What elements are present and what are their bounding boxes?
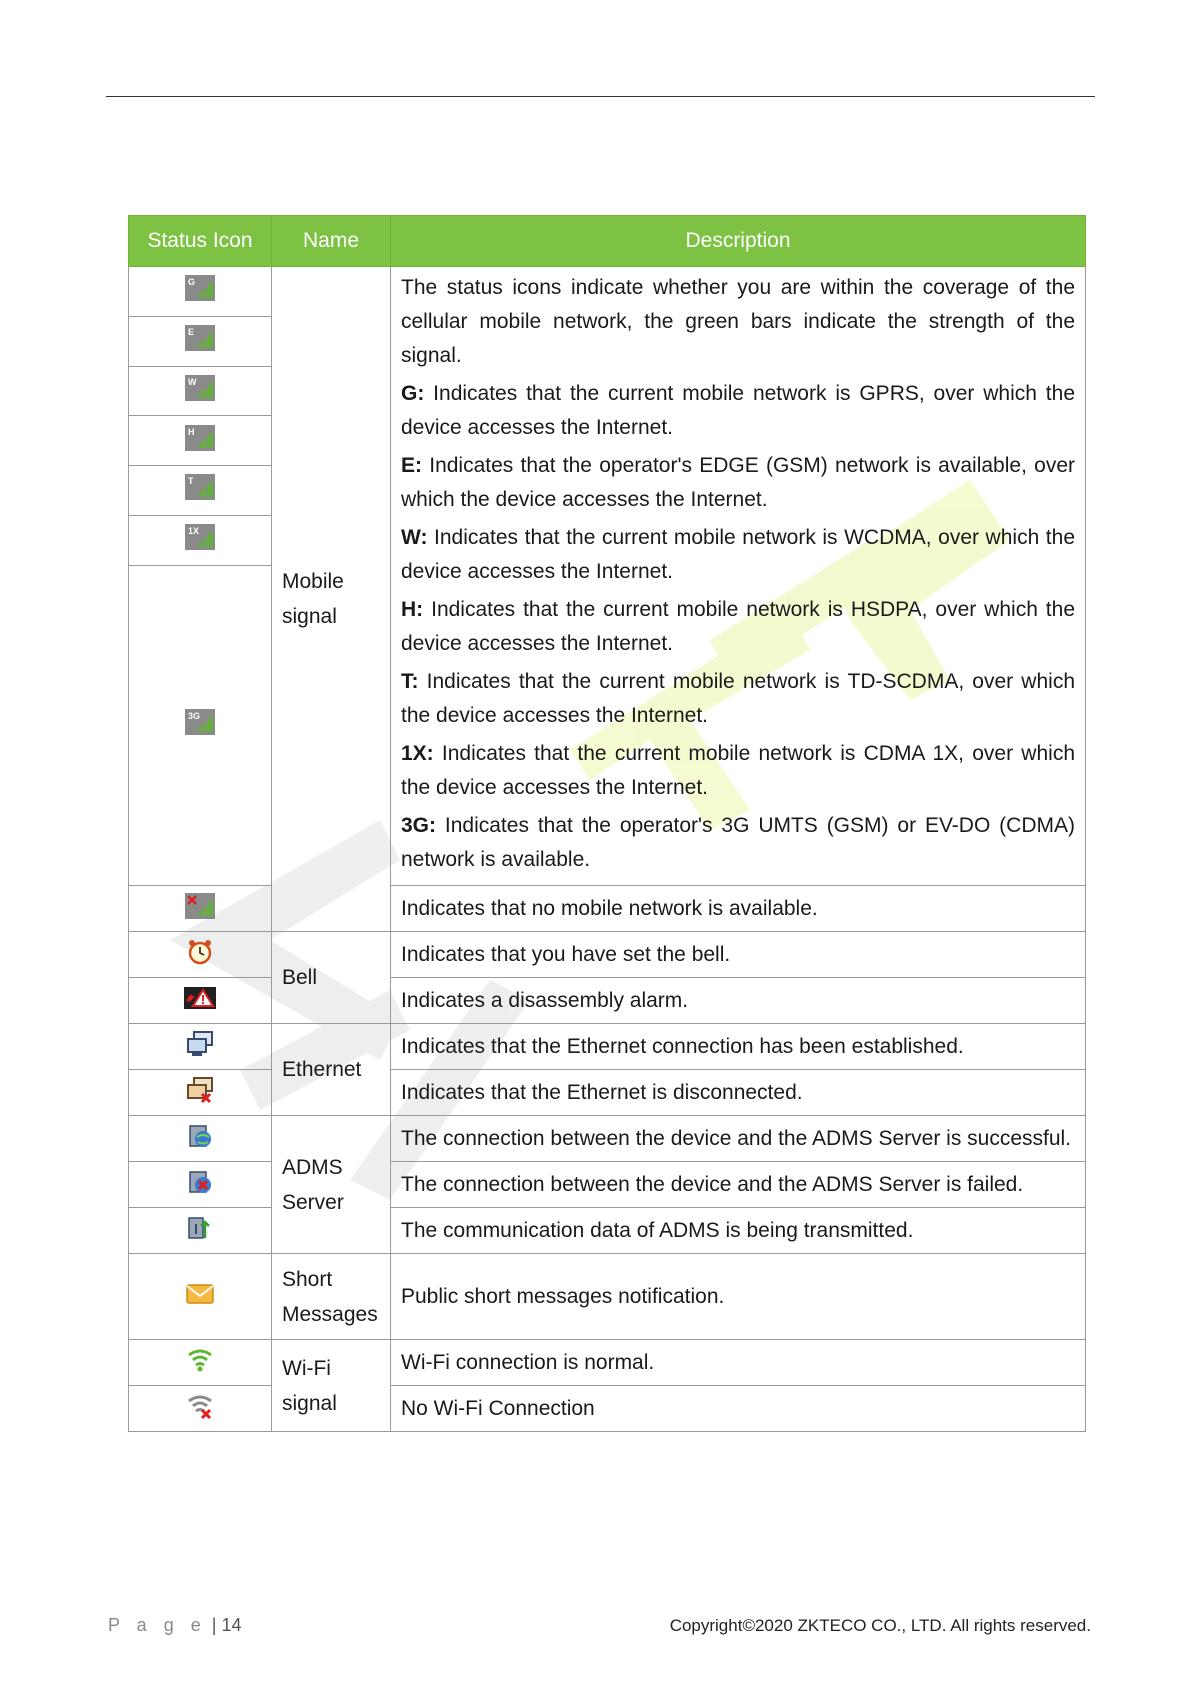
- mobile-signal-w-icon: [185, 375, 215, 407]
- header-description: Description: [391, 216, 1086, 267]
- table-row: [129, 1024, 1086, 1070]
- name-adms: [272, 1116, 391, 1254]
- svg-text:3G: 3G: [188, 711, 201, 722]
- svg-text:E: E: [188, 327, 195, 338]
- name-ethernet-text: Ethernet: [282, 1058, 362, 1081]
- icon-cell: [129, 1340, 272, 1386]
- name-bell: [272, 932, 391, 1024]
- no-mobile-signal-icon: [185, 893, 215, 925]
- mobile-signal-h-icon: [185, 425, 215, 457]
- mobile-item-1x: 1X: Indicates that the current mobile network is CDMA 1X, over which the device accesses the Internet.: [401, 742, 1075, 799]
- table-row: [129, 932, 1086, 978]
- icon-cell: [129, 416, 272, 466]
- mobile-item-g: G: Indicates that the current mobile network is GPRS, over which the device accesses the Internet.: [401, 382, 1075, 439]
- desc-short-messages: Public short messages notification.: [391, 1254, 1086, 1340]
- desc-wifi-normal: Wi-Fi connection is normal.: [391, 1340, 1086, 1386]
- icon-cell: [129, 1116, 272, 1162]
- copyright-text: Copyright©2020 ZKTECO CO., LTD. All rights reserved.: [669, 1616, 1091, 1635]
- icon-cell: [129, 1070, 272, 1116]
- desc-bell-alarm: Indicates a disassembly alarm.: [391, 978, 1086, 1024]
- desc-wifi-none: No Wi-Fi Connection: [391, 1386, 1086, 1432]
- name-short-messages: [272, 1254, 391, 1340]
- mobile-item-e: E: Indicates that the operator's EDGE (GSM) network is available, over which the device accesses the Internet.: [401, 454, 1075, 511]
- icon-cell: [129, 267, 272, 317]
- header-name: Name: [272, 216, 391, 267]
- table-row: [129, 267, 1086, 317]
- icon-cell: [129, 932, 272, 978]
- name-bell-text: Bell: [282, 966, 318, 989]
- svg-text:1X: 1X: [188, 526, 200, 537]
- name-short-messages-text: Short Messages: [282, 1267, 378, 1326]
- icon-cell: [129, 1386, 272, 1432]
- wifi-icon: [186, 1347, 214, 1379]
- icon-cell: [129, 466, 272, 516]
- envelope-icon: [186, 1283, 214, 1311]
- status-icon-table: [128, 215, 1086, 1432]
- adms-failed-icon: [186, 1168, 214, 1202]
- page-separator: |: [211, 1615, 217, 1635]
- icon-cell: [129, 366, 272, 416]
- mobile-intro: The status icons indicate whether you are within the coverage of the cellular mobile network, the green bars indicate the strength of the signal.: [401, 276, 1075, 367]
- icon-cell: [129, 565, 272, 885]
- desc-no-mobile: Indicates that no mobile network is available.: [391, 886, 1086, 932]
- svg-text:H: H: [188, 426, 195, 437]
- desc-adms-transmitting: The communication data of ADMS is being transmitted.: [391, 1208, 1086, 1254]
- icon-cell: [129, 978, 272, 1024]
- no-wifi-icon: [186, 1393, 214, 1425]
- table-row: [129, 1116, 1086, 1162]
- mobile-signal-1x-icon: [185, 524, 215, 556]
- disassembly-alarm-icon: [184, 987, 216, 1015]
- svg-text:G: G: [188, 277, 196, 288]
- ethernet-disconnected-icon: [186, 1076, 214, 1110]
- name-ethernet: [272, 1024, 391, 1116]
- icon-cell: [129, 1254, 272, 1340]
- name-adms-text: ADMS Server: [282, 1155, 344, 1214]
- name-wifi: [272, 1340, 391, 1432]
- desc-mobile-signal: [391, 267, 1086, 886]
- mobile-signal-3g-icon: [185, 709, 215, 741]
- table-header-row: [129, 216, 1086, 267]
- icon-cell: [129, 316, 272, 366]
- mobile-item-h: H: Indicates that the current mobile network is HSDPA, over which the device accesses the Internet.: [401, 598, 1075, 655]
- page-number: 14: [221, 1615, 242, 1635]
- svg-text:W: W: [188, 376, 197, 387]
- icon-cell: [129, 886, 272, 932]
- desc-bell-set: Indicates that you have set the bell.: [391, 932, 1086, 978]
- ethernet-connected-icon: [186, 1030, 214, 1064]
- mobile-signal-t-icon: [185, 474, 215, 506]
- icon-cell: [129, 1024, 272, 1070]
- adms-connected-icon: [186, 1122, 214, 1156]
- header-status-icon: Status Icon: [129, 216, 272, 267]
- svg-text:T: T: [188, 476, 194, 487]
- name-mobile-signal-text: Mobile signal: [282, 570, 344, 628]
- desc-adms-success: The connection between the device and the ADMS Server is successful.: [391, 1116, 1086, 1162]
- desc-adms-failed: The connection between the device and the ADMS Server is failed.: [391, 1162, 1086, 1208]
- mobile-item-w: W: Indicates that the current mobile network is WCDMA, over which the device accesses the Internet.: [401, 526, 1075, 583]
- header-rule: [106, 96, 1095, 97]
- desc-ethernet-connected: Indicates that the Ethernet connection has been established.: [391, 1024, 1086, 1070]
- icon-cell: [129, 1162, 272, 1208]
- desc-ethernet-disconnected: Indicates that the Ethernet is disconnected.: [391, 1070, 1086, 1116]
- mobile-item-t: T: Indicates that the current mobile network is TD-SCDMA, over which the device accesses the Internet.: [401, 670, 1075, 727]
- table-row: [129, 1254, 1086, 1340]
- adms-transmitting-icon: [186, 1214, 214, 1248]
- mobile-signal-g-icon: [185, 275, 215, 307]
- page-label: P a g e: [108, 1615, 207, 1635]
- mobile-item-3g: 3G: Indicates that the operator's 3G UMTS (GSM) or EV-DO (CDMA) network is available.: [401, 814, 1075, 871]
- alarm-clock-icon: [186, 938, 214, 972]
- table-row: [129, 1340, 1086, 1386]
- icon-cell: [129, 1208, 272, 1254]
- page-footer-number: [108, 1615, 241, 1636]
- name-mobile-signal: [272, 267, 391, 932]
- icon-cell: [129, 515, 272, 565]
- name-wifi-text: Wi-Fi signal: [282, 1356, 337, 1415]
- mobile-signal-e-icon: [185, 325, 215, 357]
